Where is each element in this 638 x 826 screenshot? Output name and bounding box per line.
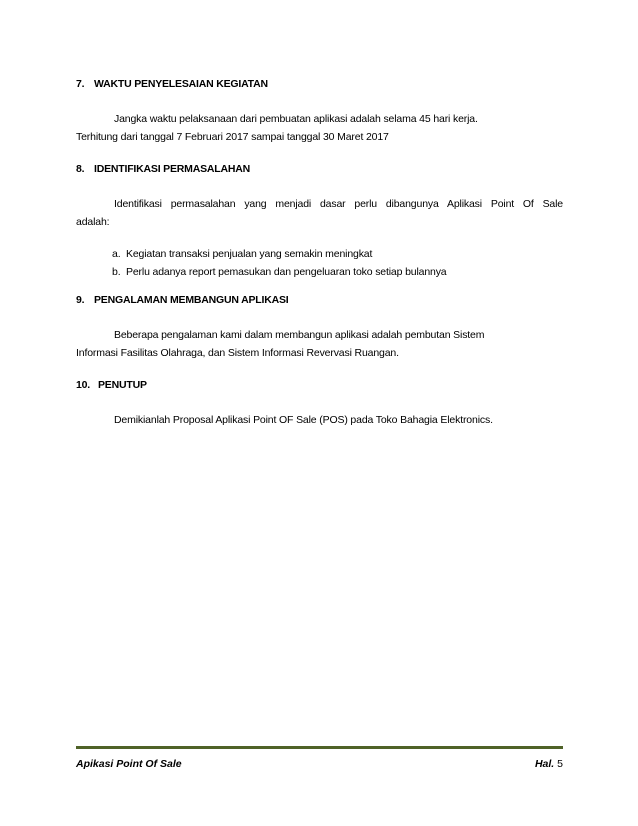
footer-title: Apikasi Point Of Sale — [76, 758, 182, 770]
footer-page-number: 5 — [557, 758, 563, 770]
section-10-number: 10. — [76, 379, 90, 391]
section-8-line-2: adalah: — [76, 216, 110, 228]
section-10-paragraph — [76, 411, 563, 429]
section-8-heading — [76, 163, 250, 175]
list-item-text: Perlu adanya report pemasukan dan pengeluaran toko setiap bulannya — [126, 266, 447, 278]
list-item — [112, 263, 447, 281]
section-9-title: PENGALAMAN MEMBANGUN APLIKASI — [94, 294, 289, 306]
list-marker: a. — [112, 248, 121, 260]
list-item — [112, 245, 447, 263]
section-9-line-2: Informasi Fasilitas Olahraga, dan Sistem Informasi Revervasi Ruangan. — [76, 347, 399, 359]
section-9-heading — [76, 294, 288, 306]
section-9-number: 9. — [76, 294, 85, 306]
section-7-title: WAKTU PENYELESAIAN KEGIATAN — [94, 78, 268, 90]
section-7-heading — [76, 78, 268, 90]
section-8-paragraph — [76, 195, 563, 231]
list-marker: b. — [112, 266, 121, 278]
section-8-list — [112, 245, 447, 281]
footer-hal-label: Hal. — [534, 758, 555, 770]
section-10-line-1: Demikianlah Proposal Aplikasi Point OF Sale (POS) pada Toko Bahagia Elektronics. — [114, 414, 493, 426]
section-9-line-1: Beberapa pengalaman kami dalam membangun aplikasi adalah pembutan Sistem — [114, 329, 485, 341]
section-8-line-1: Identifikasi permasalahan yang menjadi dasar perlu dibangunya Aplikasi Point Of Sale — [114, 198, 563, 210]
section-8-title: IDENTIFIKASI PERMASALAHAN — [94, 163, 251, 175]
footer-rule — [76, 746, 563, 749]
section-7-line-1: Jangka waktu pelaksanaan dari pembuatan aplikasi adalah selama 45 hari kerja. — [114, 113, 478, 125]
section-7-paragraph — [76, 110, 563, 146]
list-item-text: Kegiatan transaksi penjualan yang semakin meningkat — [126, 248, 373, 260]
section-10-heading — [76, 379, 147, 391]
section-10-title: PENUTUP — [98, 379, 147, 391]
section-7-line-2: Terhitung dari tanggal 7 Februari 2017 sampai tanggal 30 Maret 2017 — [76, 131, 389, 143]
footer-page-label — [535, 758, 563, 770]
section-7-number: 7. — [76, 78, 85, 90]
section-9-paragraph — [76, 326, 563, 362]
section-8-number: 8. — [76, 163, 85, 175]
